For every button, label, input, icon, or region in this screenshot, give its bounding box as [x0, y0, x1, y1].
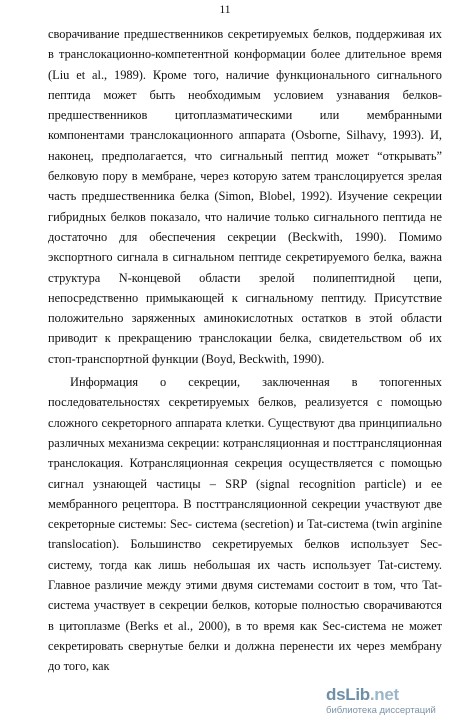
- text-line: Информация о секреции, заключенная в топогенных последовательностях: [48, 375, 442, 410]
- text-line: транслокационно-компетентной конформации более длительное время (Liu et: [48, 47, 442, 82]
- text-line: частицы – SRP (signal recognition particle) и ее мембранного рецептора. В: [48, 476, 442, 511]
- page-number: 11: [219, 4, 231, 16]
- text-line: цитоплазматическими или мембранными компонентами транслокационного: [48, 108, 442, 143]
- text-line: пептиду. Присутствие положительно заряженных аминокислотных остатков: [48, 290, 443, 326]
- text-line: которые полностью сворачиваются в цитоплазме (Berks et al., 2000), в то: [48, 598, 442, 633]
- text-line: Котрансляционная секреция осуществляется с помощью сигнал узнающей: [48, 456, 443, 491]
- text-line: аппарата клетки. Существуют два принципиально различных механизма: [48, 415, 442, 450]
- text-line: быть необходимым условием узнавания белков-предшественников: [48, 87, 442, 123]
- text-line: полипептидной цепи, непосредственно примыкающей к сигнальному: [48, 270, 442, 305]
- text-line: сворачивание предшественников секретируемых белков, поддерживая их в: [48, 27, 442, 62]
- text-line: системами состоит в том, что Tat-система участвует в секреции белков,: [48, 578, 442, 613]
- text-line: перенести их через мембрану до того, как: [48, 638, 442, 674]
- watermark-logo-main: dsLib: [326, 685, 370, 704]
- paragraph-2: [48, 372, 442, 676]
- text-line: об их стоп-транспортной функции (Boyd, Beckwith, 1990).: [48, 331, 442, 366]
- text-line: система (secretion) и Tat-система (twin arginine translocation). Большинство: [48, 517, 442, 552]
- text-line: посттрансляционной секреции участвуют две секреторные системы: Sec-: [48, 496, 442, 532]
- text-line: (Beckwith, 1990). Помимо экспортного сигнала в сигнальном пептиде: [48, 229, 442, 265]
- text-line: часть использует Tat-систему. Главное различие между этими двумя: [48, 557, 442, 593]
- text-line: Blobel, 1992). Изучение секреции гибридных белков показало, что наличие: [48, 189, 442, 224]
- text-line: которую затем транслоцируется зрелая часть предшественника белка (Simon,: [48, 169, 443, 204]
- body-text: [48, 24, 442, 677]
- text-line: секретируемого белка, важна структура N-концевой области зрелой: [48, 250, 442, 285]
- watermark-logo: [326, 685, 399, 705]
- text-line: сигнальный пептид может “открывать” белковую пору в мембране, через: [48, 148, 442, 184]
- text-line: al., 1989). Кроме того, наличие функционального сигнального пептида может: [48, 67, 442, 102]
- text-line: время как Sec-система не может секретировать свернутые белки и должна: [48, 618, 442, 653]
- watermark: [320, 684, 442, 720]
- text-line: аппарата (Osborne, Silhavy, 1993). И, наконец, предполагается, что: [48, 128, 442, 163]
- text-line: секретируемых белков, реализуется с помощью сложного секреторного: [48, 395, 442, 430]
- text-line: секреции: котрансляционная и посттрансляционная транслокация.: [48, 435, 442, 471]
- text-line: только сигнального пептида не достаточно для обеспечения секреции: [48, 209, 442, 244]
- text-line: секретируемых белков использует Sec-систему, тогда как лишь небольшая их: [48, 537, 442, 572]
- watermark-subtitle: библиотека диссертаций: [326, 705, 436, 716]
- text-line: в этой области приводит к прекращению транслокации белка, свидетельством: [48, 311, 442, 346]
- watermark-logo-tld: .net: [369, 685, 399, 704]
- paragraph-1: [48, 24, 442, 369]
